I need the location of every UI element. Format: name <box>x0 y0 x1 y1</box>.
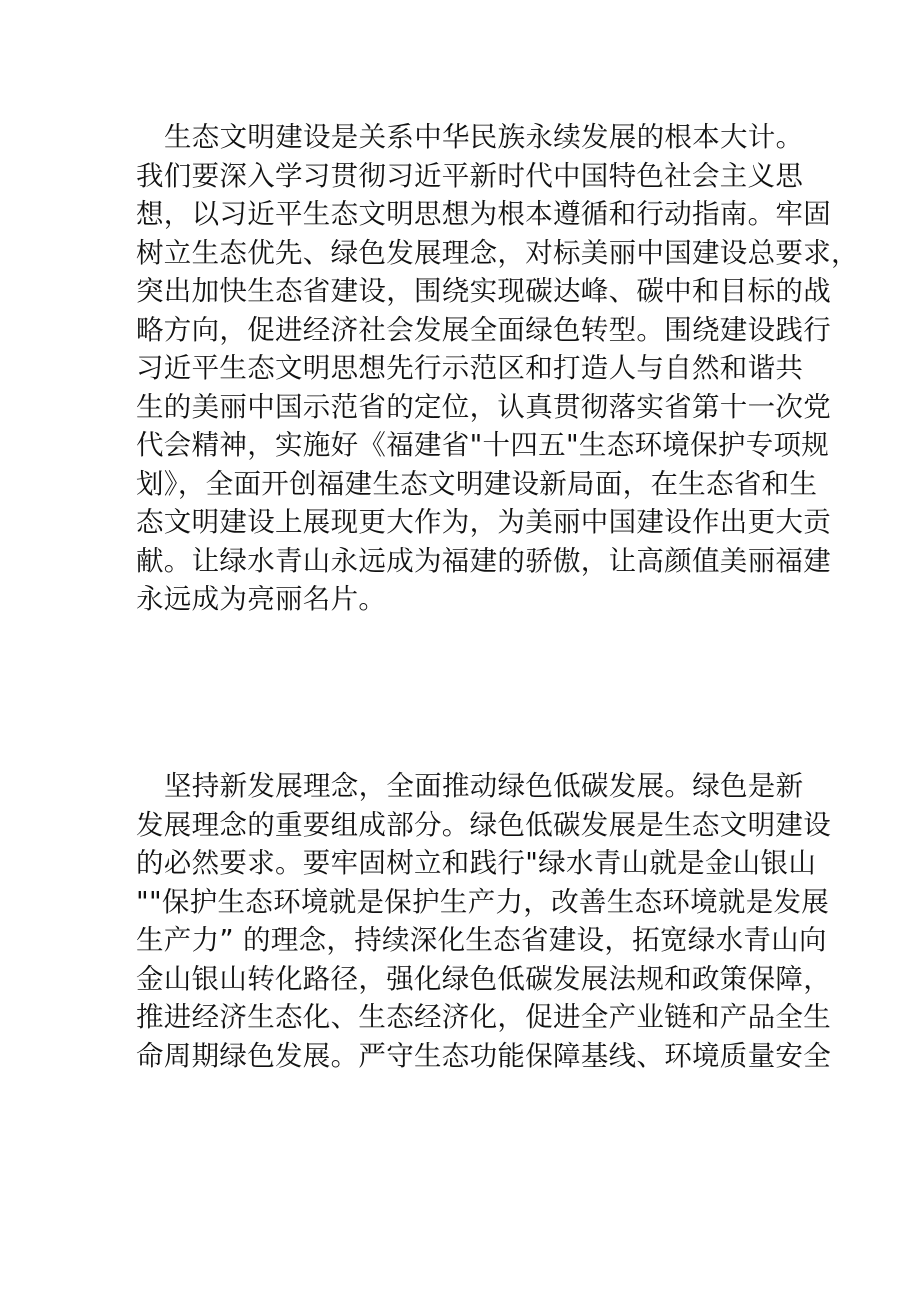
paragraph-line: 生态文明建设是关系中华民族永续发展的根本大计。 <box>164 121 804 153</box>
paragraph-line: 习近平生态文明思想先行示范区和打造人与自然和谐共 <box>136 352 804 384</box>
paragraph-line: 想，以习近平生态文明思想为根本遵循和行动指南。牢固 <box>136 198 831 230</box>
paragraph-line: 的必然要求。要牢固树立和践行"绿水青山就是金山银山 <box>136 847 817 879</box>
paragraph-line: 推进经济生态化、生态经济化，促进全产业链和产品全生 <box>136 1001 831 1033</box>
paragraph-line: ""保护生态环境就是保护生产力，改善生态环境就是发展 <box>136 885 830 918</box>
paragraph-line: 发展理念的重要组成部分。绿色低碳发展是生态文明建设 <box>136 808 831 841</box>
paragraph-line: 生的美丽中国示范省的定位，认真贯彻落实省第十一次党 <box>136 390 831 423</box>
paragraph-1 <box>136 118 859 619</box>
paragraph-line: 金山银山转化路径，强化绿色低碳发展法规和政策保障， <box>136 962 831 995</box>
paragraph-line: 突出加快生态省建设，围绕实现碳达峰、碳中和目标的战 <box>136 275 831 307</box>
paragraph-line: 生产力” 的理念，持续深化生态省建设，拓宽绿水青山向 <box>136 924 827 956</box>
paragraph-line: 略方向，促进经济社会发展全面绿色转型。围绕建设践行 <box>136 313 831 346</box>
paragraph-line: 命周期绿色发展。严守生态功能保障基线、环境质量安全 <box>136 1039 831 1072</box>
paragraph-line: 代会精神，实施好《福建省"十四五"生态环境保护专项规 <box>136 429 830 461</box>
paragraph-line: 树立生态优先、绿色发展理念，对标美丽中国建设总要求， <box>136 236 859 269</box>
paragraph-line: 我们要深入学习贯彻习近平新时代中国特色社会主义思 <box>136 159 804 192</box>
paragraph-line: 永远成为亮丽名片。 <box>136 583 387 615</box>
paragraph-line: 坚持新发展理念，全面推动绿色低碳发展。绿色是新 <box>164 770 804 802</box>
paragraph-2 <box>136 767 831 1075</box>
paragraph-line: 态文明建设上展现更大作为，为美丽中国建设作出更大贡 <box>136 506 831 538</box>
paragraph-line: 划》，全面开创福建生态文明建设新局面，在生态省和生 <box>136 467 818 500</box>
paragraph-line: 献。让绿水青山永远成为福建的骄傲，让高颜值美丽福建 <box>136 544 831 577</box>
